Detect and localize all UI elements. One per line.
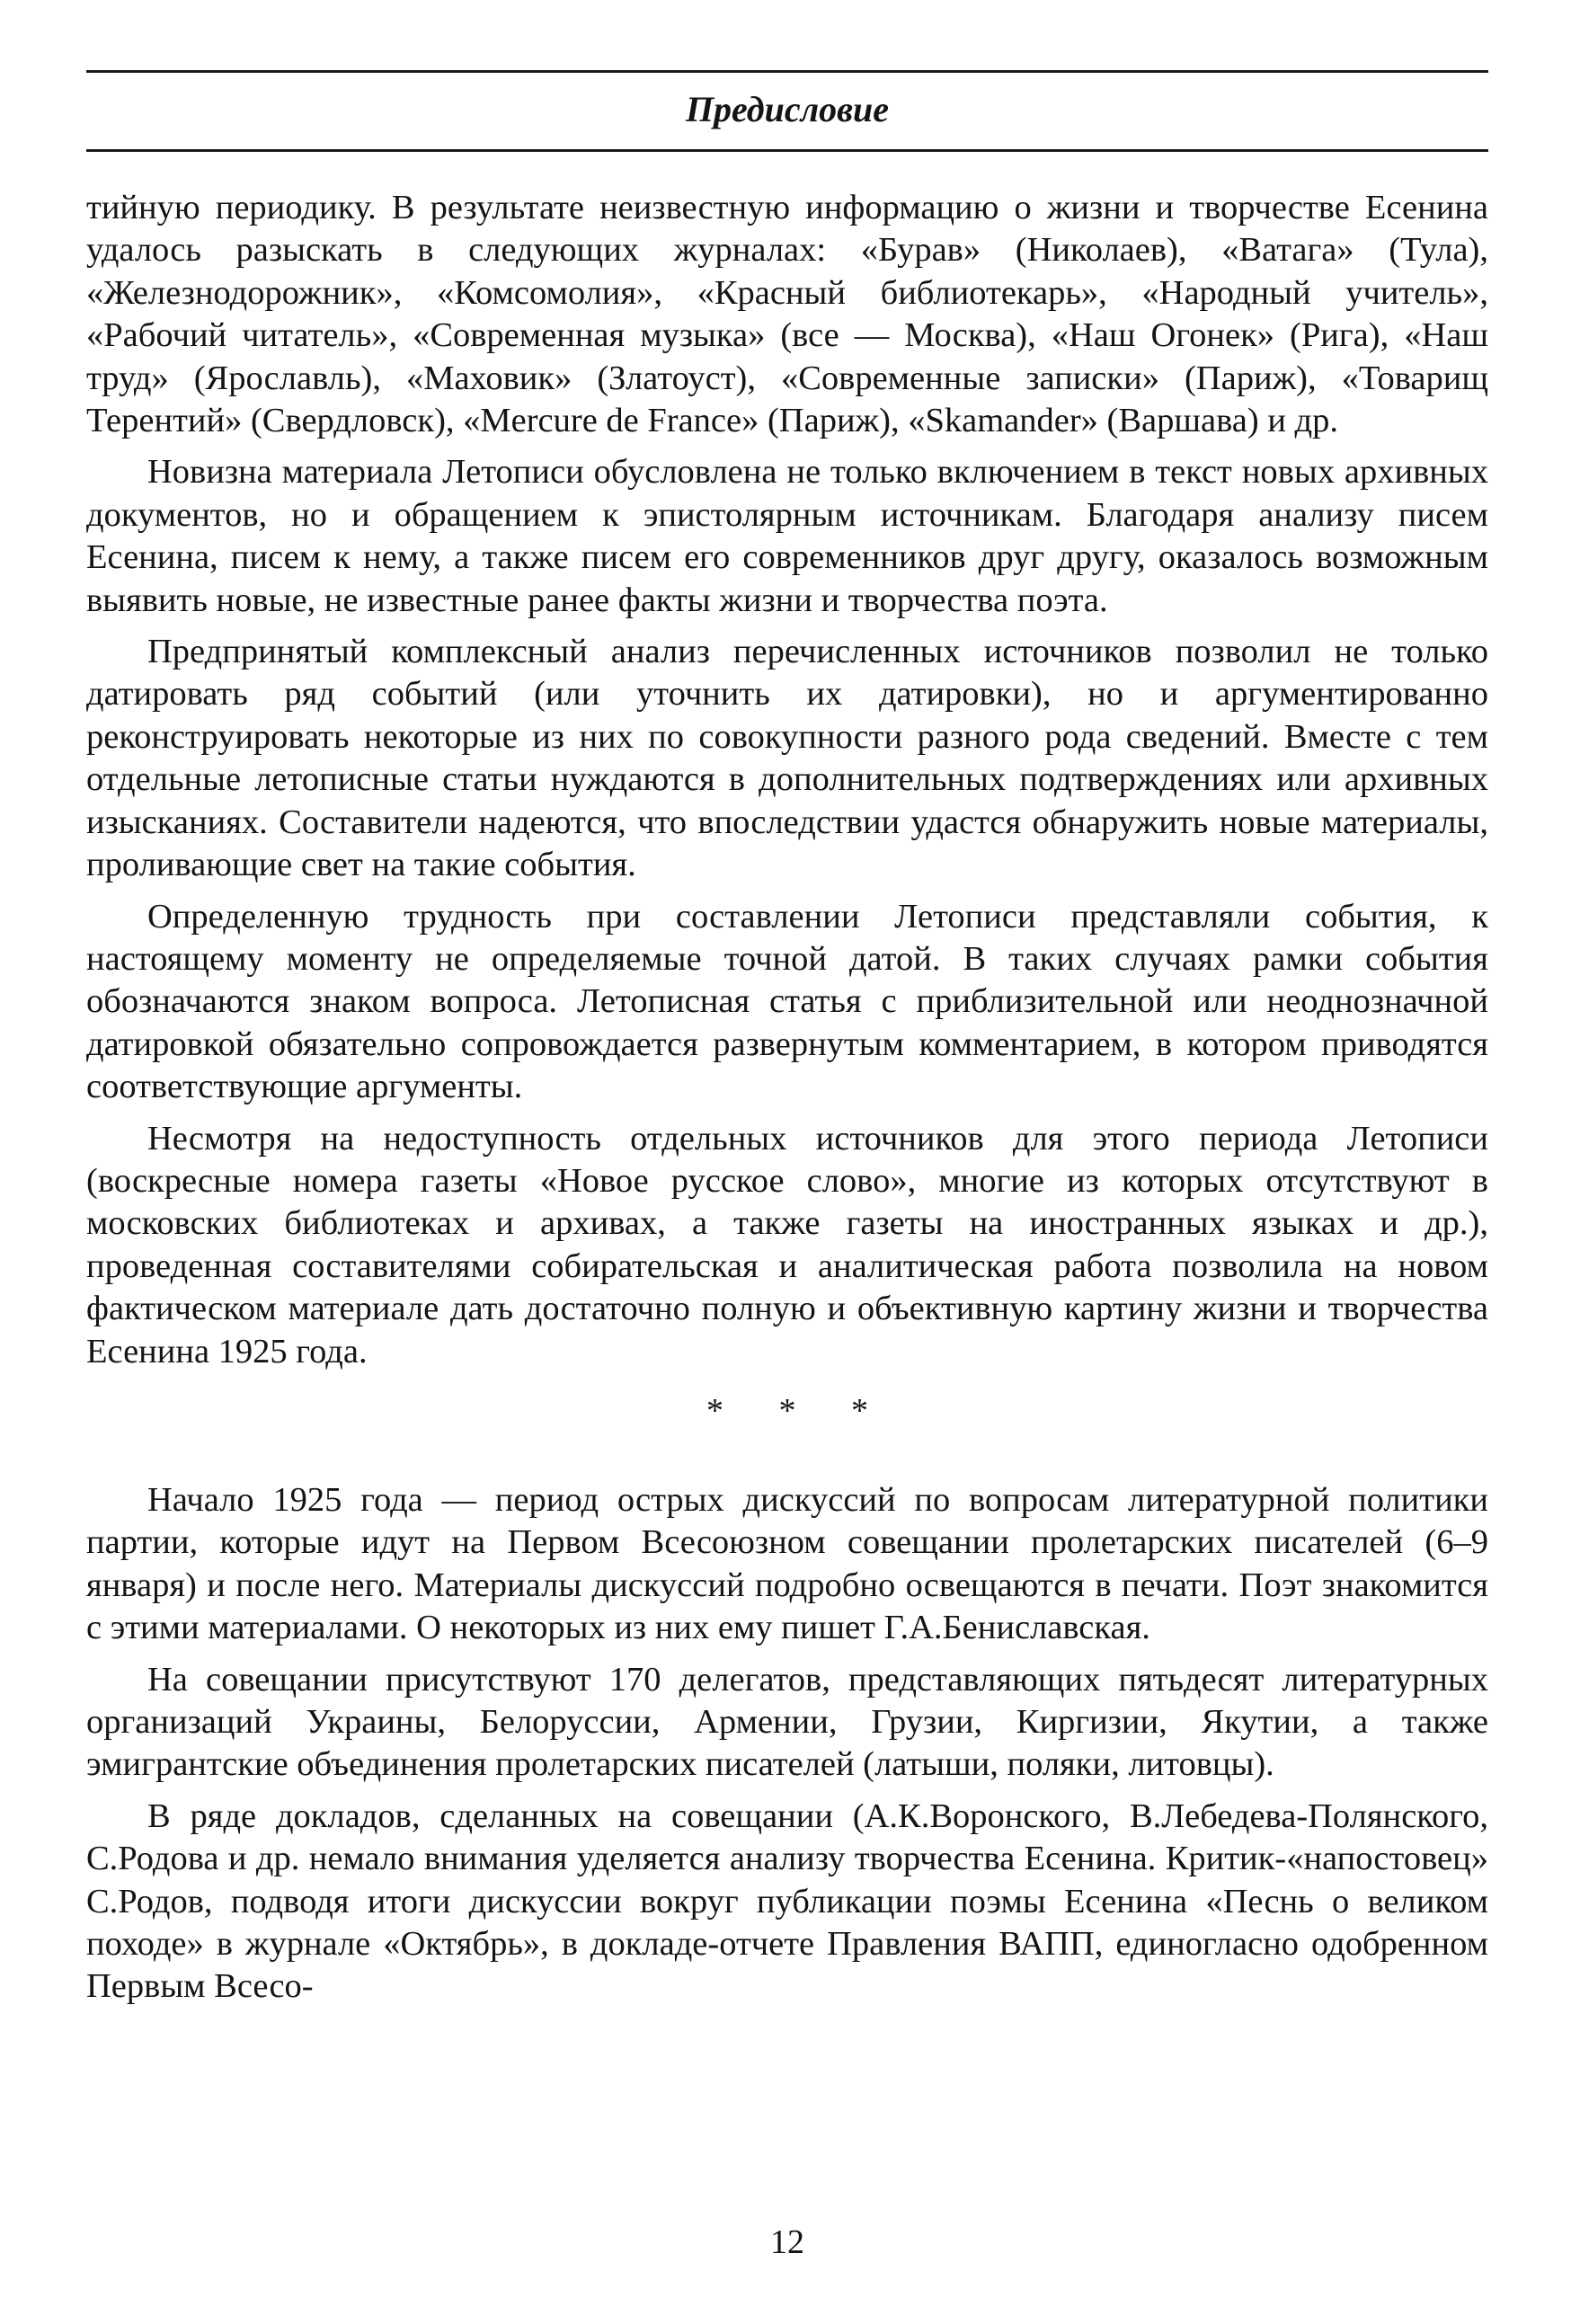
page-body xyxy=(86,187,1488,2018)
paragraph-continued: тийную периодику. В результате неизвестную информацию о жизни и творчестве Есенина удалось разыскать в следующих журналах: «Бурав» (Николаев), «Ватага» (Тула), «Железнодорожник», «Комсомолия», «Красный библиотекарь», «Народный учитель», «Рабочий читатель», «Современная музыка» (все — Москва), «Наш Огонек» (Рига), «Наш труд» (Ярославль), «Маховик» (Златоуст), «Современные записки» (Париж), «Товарищ Терентий» (Свердловск), «Mercure de France» (Париж), «Skamander» (Варшава) и др. xyxy=(86,189,1488,440)
book-page xyxy=(86,0,1488,2324)
running-title: Предисловие xyxy=(685,89,890,129)
section-divider: * * * xyxy=(706,1391,892,1430)
header-bottom-rule xyxy=(86,149,1488,152)
page-number: 12 xyxy=(770,2223,804,2261)
header-top-rule xyxy=(86,70,1488,73)
paragraph: Определенную трудность при составлении Летописи представляли события, к настоящему моменту не определяемые точной датой. В таких случаях рамки события обозначаются знаком вопроса. Летописная статья с приблизительной или неоднозначной датировкой обязательно сопровождается развернутым комментарием, в котором приводятся соответствующие аргументы. xyxy=(86,897,1488,1106)
paragraph: Новизна материала Летописи обусловлена не только включением в текст новых архивных документов, но и обращением к эпистолярным источникам. Благодаря анализу писем Есенина, писем к нему, а также писем его современников друг другу, оказалось возможным выявить новые, не известные ранее факты жизни и творчества поэта. xyxy=(86,453,1488,619)
paragraph: Начало 1925 года — период острых дискуссий по вопросам литературной политики партии, которые идут на Первом Всесоюзном совещании пролетарских писателей (6–9 января) и после него. Материалы дискуссий подробно освещаются в печати. Поэт знакомится с этими материалами. О некоторых из них ему пишет Г.А.Бениславская. xyxy=(86,1480,1488,1647)
paragraph: На совещании присутствуют 170 делегатов, представляющих пятьдесят литературных организаций Украины, Белоруссии, Армении, Грузии, Киргизии, Якутии, а также эмигрантские объединения пролетарских писателей (латыши, поляки, литовцы). xyxy=(86,1660,1488,1784)
paragraph: Несмотря на недоступность отдельных источников для этого периода Летописи (воскресные номера газеты «Новое русское слово», многие из которых отсутствуют в московских библиотеках и архивах, а также газеты на иностранных языках и др.), проведенная составителями собирательская и аналитическая работа позволила на новом фактическом материале дать достаточно полную и объективную картину жизни и творчества Есенина 1925 года. xyxy=(86,1119,1488,1370)
page-header xyxy=(86,70,1488,153)
paragraph: Предпринятый комплексный анализ перечисленных источников позволил не только датировать ряд событий (или уточнить их датировки), но и аргументированно реконструировать некоторые из них по совокупности разного рода сведений. Вместе с тем отдельные летописные статьи нуждаются в дополнительных подтверждениях или архивных изысканиях. Составители надеются, что впоследствии удастся обнаружить новые материалы, проливающие свет на такие события. xyxy=(86,633,1488,884)
paragraph: В ряде докладов, сделанных на совещании (А.К.Воронского, В.Лебедева-Полянского, С.Родова и др. немало внимания уделяется анализу творчества Есенина. Критик-«напостовец» С.Родов, подводя итоги дискуссии вокруг публикации поэмы Есенина «Песнь о великом походе» в журнале «Октябрь», в докладе-отчете Правления ВАПП, единогласно одобренном Первым Всесо- xyxy=(86,1796,1488,2006)
